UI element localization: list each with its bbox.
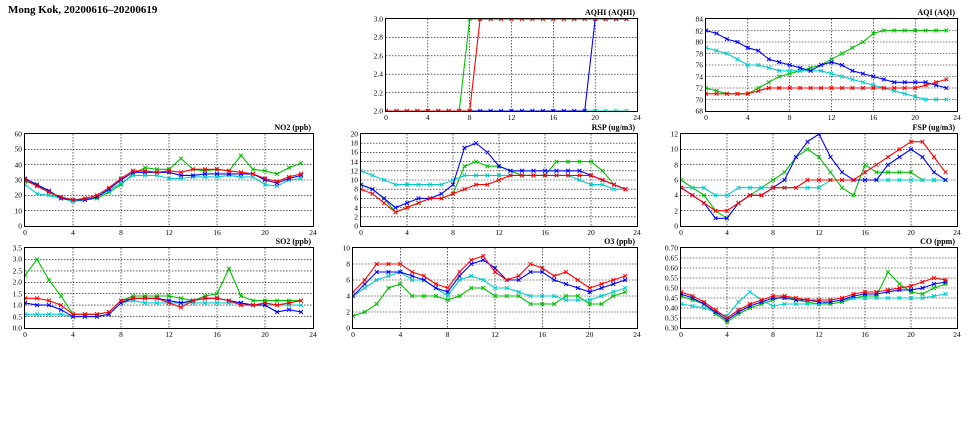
y-tick-label: 1.0	[12, 300, 22, 310]
x-tick-label: 20	[261, 228, 269, 237]
chart-panel-co	[664, 237, 961, 343]
chart-title-so2: SO2 (ppb)	[275, 237, 311, 246]
y-tick-label: 8	[346, 259, 350, 269]
y-tick-label: 74	[695, 72, 703, 81]
x-tick-label: 24	[953, 113, 961, 122]
plot-area-rsp	[360, 133, 638, 227]
x-tick-label: 4	[425, 113, 430, 122]
y-tick-label: 6	[346, 275, 350, 285]
x-tick-label: 4	[71, 228, 75, 237]
x-tick-label: 8	[445, 330, 450, 339]
y-tick-label: 10	[350, 175, 358, 185]
x-tick-label: 12	[815, 330, 823, 339]
x-tick-label: 0	[23, 228, 27, 237]
y-tick-label: 16	[350, 147, 358, 157]
x-tick-label: 0	[351, 330, 355, 339]
chart-panel-rsp	[350, 123, 641, 241]
y-tick-label: 12	[670, 129, 678, 139]
x-tick-label: 16	[869, 113, 878, 122]
y-tick-label: 76	[695, 60, 703, 70]
x-tick-label: 4	[398, 330, 403, 339]
x-tick-label: 24	[309, 228, 317, 237]
x-tick-label: 0	[384, 113, 388, 122]
x-tick-label: 24	[309, 330, 317, 339]
x-tick-label: 8	[119, 330, 123, 339]
page-title: Mong Kok, 20200616–20200619	[8, 4, 158, 16]
y-tick-label: 4	[346, 291, 350, 301]
x-tick-label: 24	[953, 330, 961, 339]
plot-area-o3	[352, 247, 638, 329]
x-tick-label: 4	[745, 113, 750, 122]
y-tick-label: 8	[674, 160, 678, 170]
x-tick-label: 8	[771, 330, 775, 339]
y-tick-label: 3.0	[12, 254, 22, 264]
plot-area-so2	[24, 247, 314, 329]
x-tick-label: 12	[491, 330, 499, 339]
x-tick-label: 12	[815, 228, 823, 237]
y-tick-label: 2	[354, 212, 358, 222]
x-tick-label: 0	[679, 228, 683, 237]
y-tick-label: 0	[18, 221, 22, 231]
y-tick-label: 2.2	[373, 88, 383, 98]
y-tick-label: 2	[674, 206, 678, 216]
y-tick-label: 10	[670, 144, 678, 154]
x-tick-label: 4	[725, 228, 729, 237]
x-tick-label: 8	[119, 228, 123, 237]
y-tick-label: 2.0	[12, 277, 22, 287]
y-tick-label: 1.5	[12, 289, 22, 299]
y-tick-label: 20	[14, 190, 22, 200]
y-tick-label: 80	[695, 37, 703, 47]
x-tick-label: 4	[405, 228, 409, 237]
y-tick-label: 2.0	[373, 106, 383, 116]
y-tick-label: 12	[350, 166, 358, 176]
y-tick-label: 0	[354, 221, 358, 231]
y-tick-label: 72	[695, 83, 703, 93]
y-tick-label: 0.5	[12, 312, 22, 322]
x-tick-label: 0	[679, 330, 683, 339]
y-tick-label: 0.60	[664, 263, 678, 273]
x-tick-label: 12	[165, 228, 173, 237]
y-tick-label: 0.70	[664, 243, 678, 253]
chart-title-co: CO (ppm)	[920, 237, 955, 246]
y-tick-label: 60	[14, 129, 22, 139]
y-tick-label: 2	[346, 307, 350, 317]
x-tick-label: 12	[507, 113, 516, 122]
plot-area-co	[680, 247, 958, 329]
x-tick-label: 16	[861, 228, 869, 237]
x-tick-label: 20	[907, 228, 915, 237]
y-tick-label: 0.40	[664, 303, 678, 313]
y-tick-label: 0.45	[664, 293, 678, 303]
chart-title-aqi: AQI (AQI)	[917, 8, 955, 17]
chart-title-fsp: FSP (ug/m3)	[912, 123, 955, 132]
y-tick-label: 2.8	[373, 32, 383, 42]
y-tick-label: 0.0	[12, 323, 22, 333]
chart-panel-no2	[14, 123, 317, 241]
y-tick-label: 84	[695, 14, 703, 24]
x-tick-label: 8	[467, 113, 472, 122]
y-tick-label: 4	[674, 190, 678, 200]
x-tick-label: 12	[827, 113, 836, 122]
y-tick-label: 82	[695, 26, 703, 35]
y-tick-label: 6	[674, 175, 678, 185]
x-tick-label: 0	[23, 330, 27, 339]
x-tick-label: 16	[541, 228, 549, 237]
chart-panel-fsp	[670, 123, 961, 241]
y-tick-label: 0.30	[664, 323, 678, 333]
x-tick-label: 8	[771, 228, 775, 237]
x-tick-label: 20	[907, 330, 915, 339]
y-tick-label: 10	[342, 243, 350, 253]
y-tick-label: 70	[695, 95, 703, 104]
y-tick-label: 2.4	[373, 69, 383, 79]
chart-title-rsp: RSP (ug/m3)	[591, 123, 635, 132]
y-tick-label: 10	[14, 206, 22, 216]
y-tick-label: 0.50	[664, 283, 678, 293]
y-tick-label: 2.6	[373, 51, 383, 61]
chart-panel-aqhi	[373, 8, 641, 126]
y-tick-label: 4	[354, 203, 358, 213]
chart-panel-aqi	[695, 8, 961, 126]
x-tick-label: 24	[633, 330, 641, 339]
y-tick-label: 0	[346, 323, 350, 333]
y-tick-label: 0.65	[664, 253, 678, 263]
y-tick-label: 0.35	[664, 313, 678, 323]
x-tick-label: 8	[451, 228, 455, 237]
x-tick-label: 16	[213, 330, 221, 339]
x-tick-label: 16	[213, 228, 221, 237]
chart-title-no2: NO2 (ppb)	[274, 123, 311, 132]
y-tick-label: 78	[695, 49, 703, 58]
x-tick-label: 0	[359, 228, 363, 237]
chart-title-aqhi: AQHI (AQHI)	[585, 8, 635, 17]
chart-panel-so2	[12, 237, 317, 343]
x-tick-label: 20	[585, 330, 594, 339]
x-tick-label: 20	[587, 228, 595, 237]
plot-area-aqhi	[385, 18, 638, 112]
x-tick-label: 24	[633, 113, 641, 122]
y-tick-label: 3.0	[373, 14, 383, 24]
chart-title-o3: O3 (ppb)	[604, 237, 635, 246]
plot-area-fsp	[680, 133, 958, 227]
plot-area-aqi	[705, 18, 958, 112]
x-tick-label: 16	[861, 330, 869, 339]
chart-panel-o3	[342, 237, 641, 343]
y-tick-label: 18	[350, 138, 358, 148]
y-tick-label: 0	[674, 221, 678, 231]
x-tick-label: 24	[633, 228, 641, 237]
x-tick-label: 20	[591, 113, 599, 122]
x-tick-label: 20	[261, 330, 269, 339]
x-tick-label: 0	[704, 113, 708, 122]
x-tick-label: 12	[495, 228, 503, 237]
y-tick-label: 68	[695, 106, 703, 116]
y-tick-label: 14	[350, 157, 358, 167]
y-tick-label: 0.55	[664, 273, 678, 283]
x-tick-label: 8	[787, 113, 792, 122]
y-tick-label: 30	[14, 175, 22, 185]
y-tick-label: 40	[14, 160, 22, 170]
x-tick-label: 24	[953, 228, 961, 237]
x-tick-label: 20	[911, 113, 919, 122]
y-tick-label: 20	[350, 129, 358, 139]
y-tick-label: 6	[354, 193, 358, 203]
y-tick-label: 2.5	[12, 266, 22, 276]
x-tick-label: 4	[725, 330, 729, 339]
x-tick-label: 12	[165, 330, 173, 339]
plot-area-no2	[24, 133, 314, 227]
y-tick-label: 50	[14, 144, 22, 154]
x-tick-label: 16	[549, 113, 558, 122]
y-tick-label: 3.5	[12, 243, 22, 253]
y-tick-label: 8	[354, 184, 358, 194]
x-tick-label: 16	[538, 330, 547, 339]
x-tick-label: 4	[71, 330, 75, 339]
